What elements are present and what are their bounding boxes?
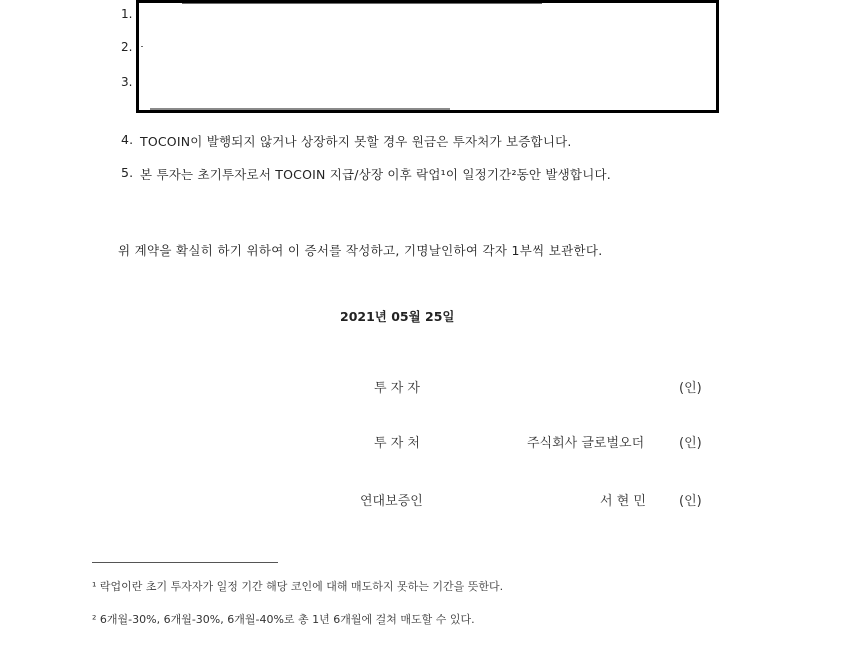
signature-name-guarantor: 서 현 민 bbox=[600, 494, 646, 509]
redaction-box bbox=[136, 0, 719, 113]
footnote-2: ² 6개월-30%, 6개월-30%, 6개월-40%로 총 1년 6개월에 걸쳐 매도할 수 있다. bbox=[92, 613, 475, 626]
list-item-5-text: 본 투자는 초기투자로서 TOCOIN 지급/상장 이후 락업¹이 일정기간²동안 발생합니다. bbox=[140, 167, 611, 182]
signature-role-investee: 투 자 처 bbox=[374, 436, 420, 451]
redaction-leak-bottom bbox=[150, 108, 450, 110]
list-number-1: 1. bbox=[121, 7, 133, 21]
list-item-4-text: TOCOIN이 발행되지 않거나 상장하지 못할 경우 원금은 투자처가 보증합니다. bbox=[140, 134, 572, 149]
list-number-5: 5. bbox=[121, 165, 134, 180]
signature-role-guarantor: 연대보증인 bbox=[360, 494, 423, 509]
seal-investee: (인) bbox=[679, 436, 702, 451]
contract-clause: 위 계약을 확실히 하기 위하여 이 증서를 작성하고, 기명날인하여 각자 1부씩 보관한다. bbox=[118, 243, 603, 258]
seal-guarantor: (인) bbox=[679, 494, 702, 509]
footnote-divider bbox=[92, 562, 278, 563]
signature-name-investee: 주식회사 글로벌오더 bbox=[527, 436, 645, 451]
seal-investor: (인) bbox=[679, 381, 702, 396]
contract-date: 2021년 05월 25일 bbox=[340, 309, 455, 324]
list-number-2: 2. bbox=[121, 40, 133, 54]
redaction-leak-left bbox=[141, 46, 143, 47]
list-number-3: 3. bbox=[121, 75, 133, 89]
list-number-4: 4. bbox=[121, 132, 134, 147]
signature-role-investor: 투 자 자 bbox=[374, 381, 420, 396]
footnote-1: ¹ 락업이란 초기 투자자가 일정 기간 해당 코인에 대해 매도하지 못하는 기간을 뜻한다. bbox=[92, 580, 504, 593]
redaction-leak-top bbox=[182, 3, 542, 4]
